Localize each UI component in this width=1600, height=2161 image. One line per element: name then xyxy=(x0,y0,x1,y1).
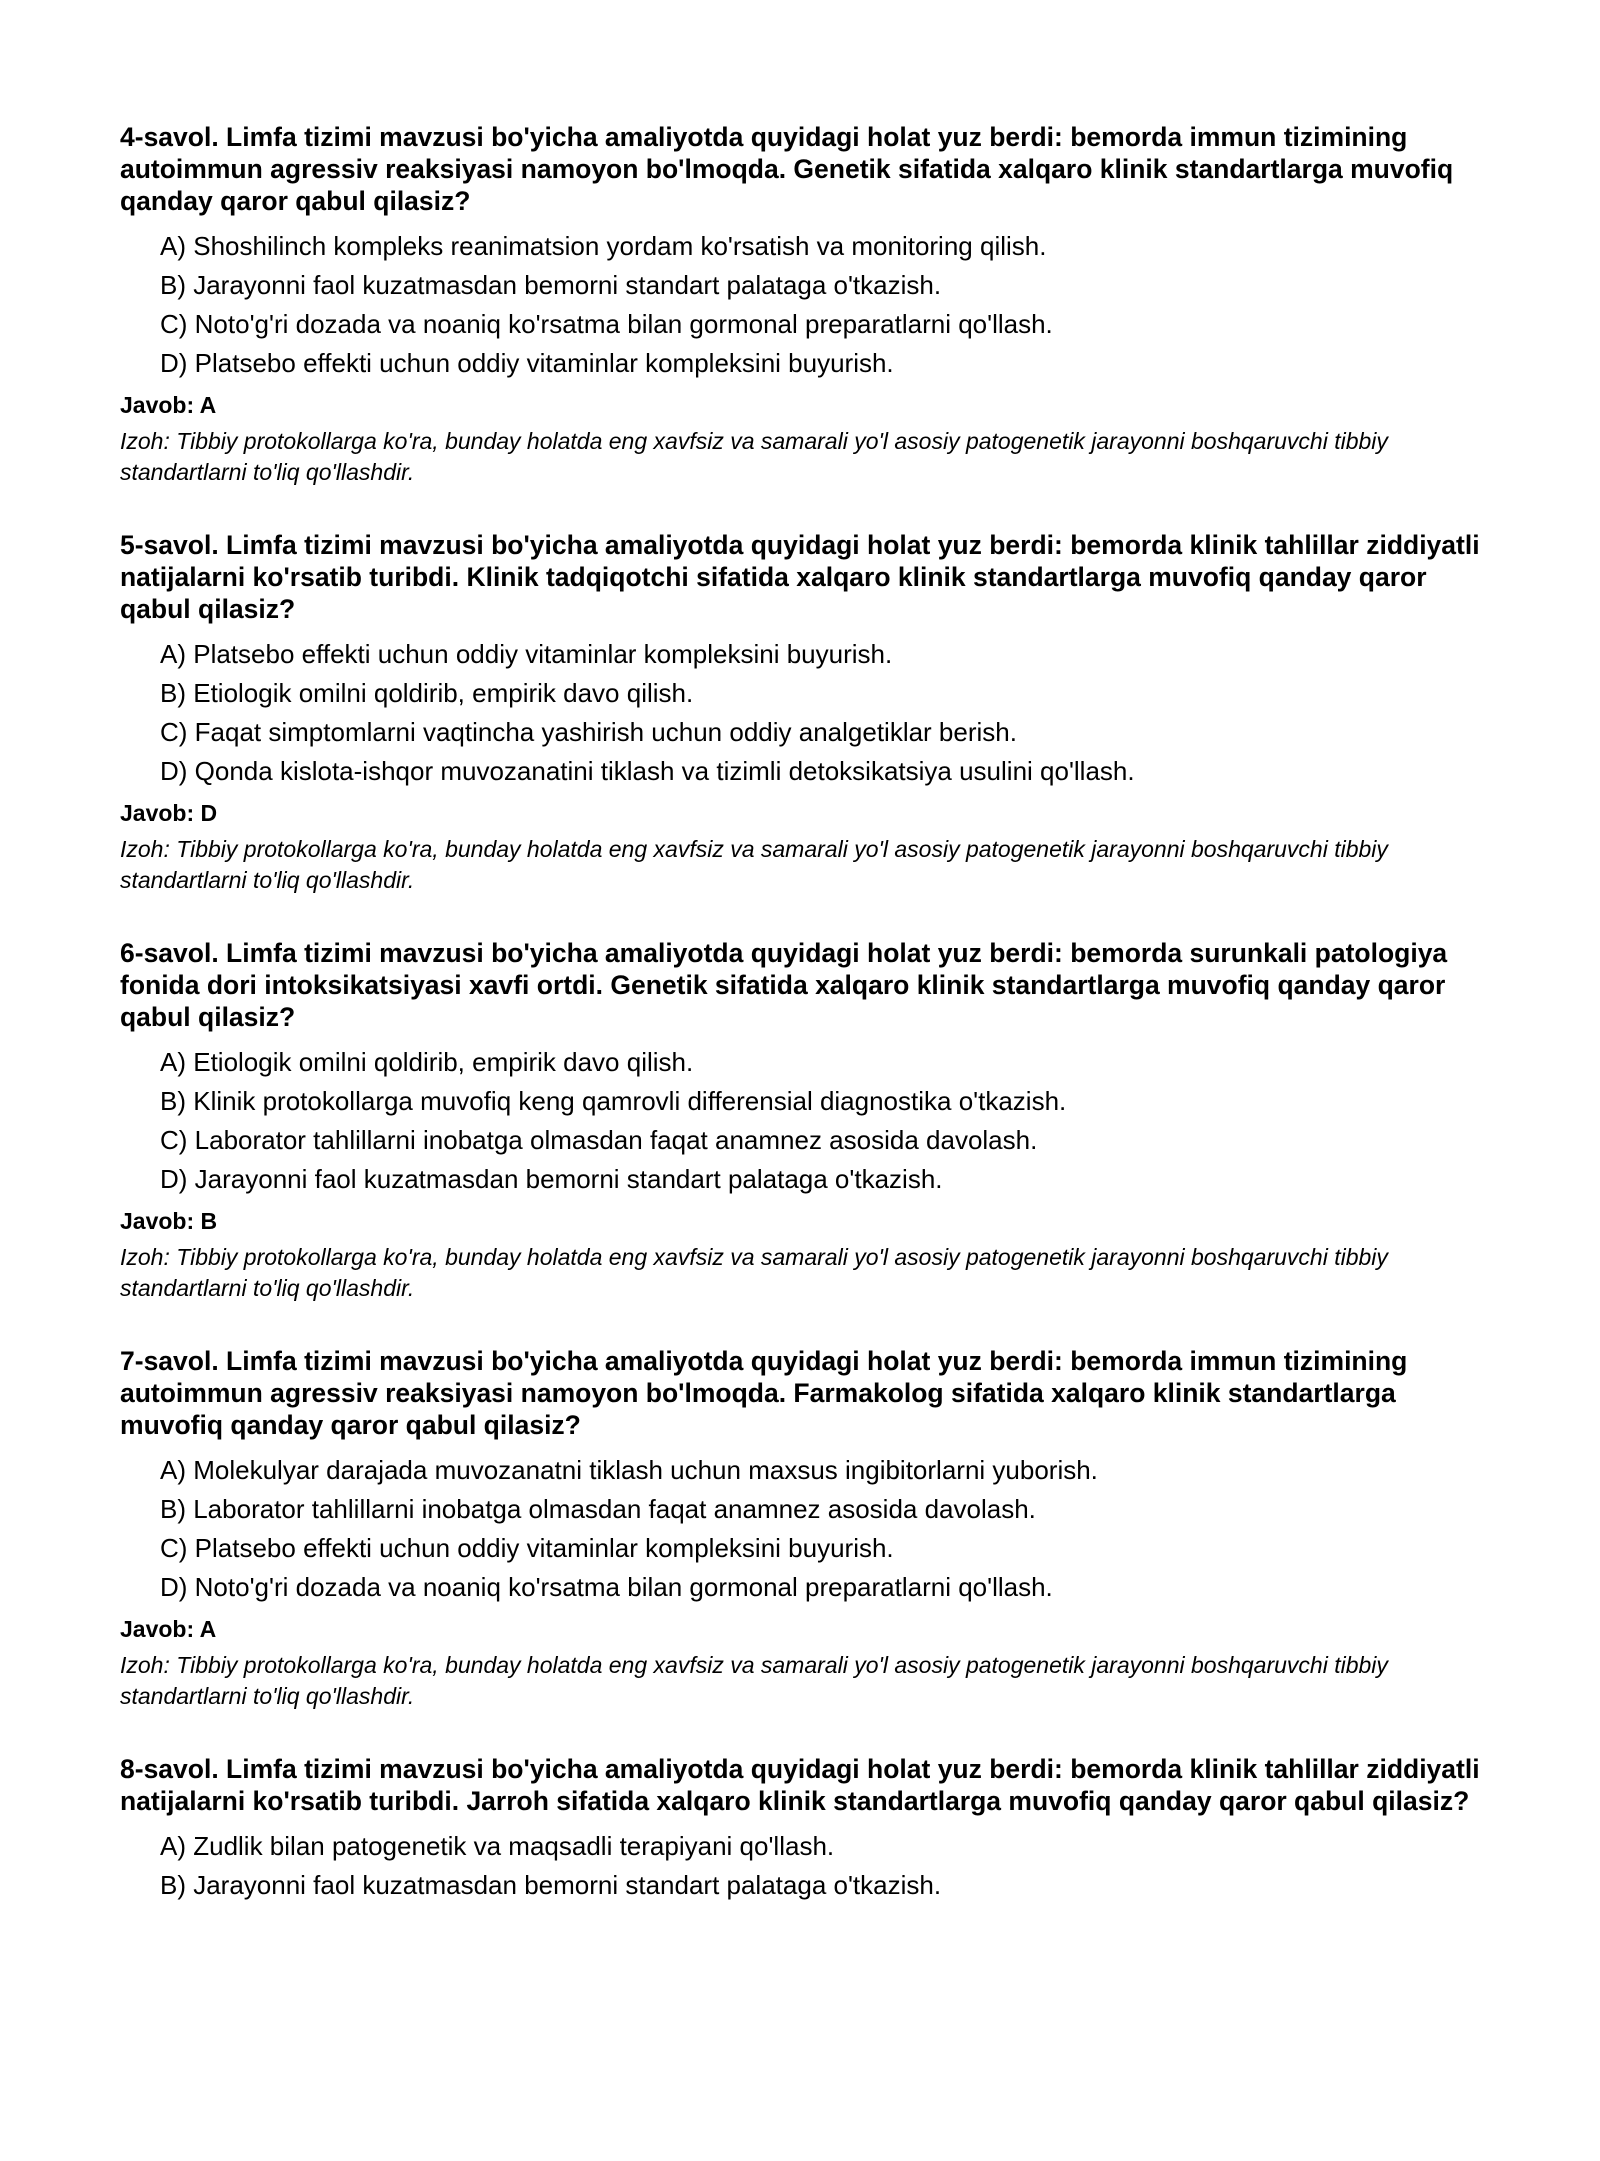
answer-options xyxy=(120,1043,1490,1199)
question-block xyxy=(120,529,1490,937)
question-block xyxy=(120,1753,1490,2161)
answer-label: Javob: A xyxy=(120,1616,217,1642)
question-block xyxy=(120,937,1490,1345)
explanation-note: Izoh: Tibbiy protokollarga ko'ra, bunday holatda eng xavfsiz va samarali yo'l asosiy patogenetik jarayonni boshqaruvchi tibbiy standartlarni to'liq qo'llashdir. xyxy=(120,1244,1388,1301)
question-block xyxy=(120,121,1490,529)
option-b: B) Laborator tahlillarni inobatga olmasdan faqat anamnez asosida davolash. xyxy=(160,1494,1036,1524)
option-d: D) Noto'g'ri dozada va noaniq ko'rsatma bilan gormonal preparatlarni qo'llash. xyxy=(160,1572,1053,1602)
option-d: D) Jarayonni faol kuzatmasdan bemorni standart palataga o'tkazish. xyxy=(160,1164,943,1194)
option-d: D) Platsebo effekti uchun oddiy vitaminlar kompleksini buyurish. xyxy=(160,348,894,378)
option-a: A) Platsebo effekti uchun oddiy vitaminlar kompleksini buyurish. xyxy=(160,639,893,669)
explanation-note: Izoh: Tibbiy protokollarga ko'ra, bunday holatda eng xavfsiz va samarali yo'l asosiy patogenetik jarayonni boshqaruvchi tibbiy standartlarni to'liq qo'llashdir. xyxy=(120,428,1388,485)
answer-label: Javob: A xyxy=(120,392,217,418)
question-block xyxy=(120,1345,1490,1753)
answer-label: Javob: D xyxy=(120,800,218,826)
option-a: A) Molekulyar darajada muvozanatni tiklash uchun maxsus ingibitorlarni yuborish. xyxy=(160,1455,1098,1485)
option-a: A) Zudlik bilan patogenetik va maqsadli terapiyani qo'llash. xyxy=(160,1831,835,1861)
option-a: A) Shoshilinch kompleks reanimatsion yordam ko'rsatish va monitoring qilish. xyxy=(160,231,1047,261)
option-c: C) Faqat simptomlarni vaqtincha yashirish uchun oddiy analgetiklar berish. xyxy=(160,717,1017,747)
option-b: B) Klinik protokollarga muvofiq keng qamrovli differensial diagnostika o'tkazish. xyxy=(160,1086,1067,1116)
option-d: D) Qonda kislota-ishqor muvozanatini tiklash va tizimli detoksikatsiya usulini qo'llash. xyxy=(160,756,1135,786)
option-a: A) Etiologik omilni qoldirib, empirik davo qilish. xyxy=(160,1047,694,1077)
explanation-note: Izoh: Tibbiy protokollarga ko'ra, bunday holatda eng xavfsiz va samarali yo'l asosiy patogenetik jarayonni boshqaruvchi tibbiy standartlarni to'liq qo'llashdir. xyxy=(120,836,1388,893)
question-title: 8-savol. Limfa tizimi mavzusi bo'yicha amaliyotda quyidagi holat yuz berdi: bemorda klinik tahlillar ziddiyatli natijalarni ko'rsatib turibdi. Jarroh sifatida xalqaro klinik standartlarga muvofiq qanday qaror qabul qilasiz? xyxy=(120,1754,1480,1816)
explanation-note: Izoh: Tibbiy protokollarga ko'ra, bunday holatda eng xavfsiz va samarali yo'l asosiy patogenetik jarayonni boshqaruvchi tibbiy standartlarni to'liq qo'llashdir. xyxy=(120,1652,1388,1709)
answer-options xyxy=(120,227,1490,383)
answer-options xyxy=(120,1451,1490,1607)
option-b: B) Etiologik omilni qoldirib, empirik davo qilish. xyxy=(160,678,694,708)
option-c: C) Platsebo effekti uchun oddiy vitaminlar kompleksini buyurish. xyxy=(160,1533,894,1563)
question-title: 5-savol. Limfa tizimi mavzusi bo'yicha amaliyotda quyidagi holat yuz berdi: bemorda klinik tahlillar ziddiyatli natijalarni ko'rsatib turibdi. Klinik tadqiqotchi sifatida xalqaro klinik standartlarga muvofiq qanday qaror qabul qilasiz? xyxy=(120,530,1480,624)
question-title: 6-savol. Limfa tizimi mavzusi bo'yicha amaliyotda quyidagi holat yuz berdi: bemorda surunkali patologiya fonida dori intoksikatsiyasi xavfi ortdi. Genetik sifatida xalqaro klinik standartlarga muvofiq qanday qaror qabul qilasiz? xyxy=(120,938,1448,1032)
answer-label: Javob: B xyxy=(120,1208,218,1234)
option-b: B) Jarayonni faol kuzatmasdan bemorni standart palataga o'tkazish. xyxy=(160,1870,942,1900)
answer-options xyxy=(120,1827,1490,1905)
question-title: 7-savol. Limfa tizimi mavzusi bo'yicha amaliyotda quyidagi holat yuz berdi: bemorda immun tizimining autoimmun agressiv reaksiyasi namoyon bo'lmoqda. Farmakolog sifatida xalqaro klinik standartlarga muvofiq qanday qaror qabul qilasiz? xyxy=(120,1346,1408,1440)
option-c: C) Noto'g'ri dozada va noaniq ko'rsatma bilan gormonal preparatlarni qo'llash. xyxy=(160,309,1053,339)
option-b: B) Jarayonni faol kuzatmasdan bemorni standart palataga o'tkazish. xyxy=(160,270,942,300)
option-c: C) Laborator tahlillarni inobatga olmasdan faqat anamnez asosida davolash. xyxy=(160,1125,1038,1155)
question-title: 4-savol. Limfa tizimi mavzusi bo'yicha amaliyotda quyidagi holat yuz berdi: bemorda immun tizimining autoimmun agressiv reaksiyasi namoyon bo'lmoqda. Genetik sifatida xalqaro klinik standartlarga muvofiq qanday qaror qabul qilasiz? xyxy=(120,122,1454,216)
answer-options xyxy=(120,635,1490,791)
